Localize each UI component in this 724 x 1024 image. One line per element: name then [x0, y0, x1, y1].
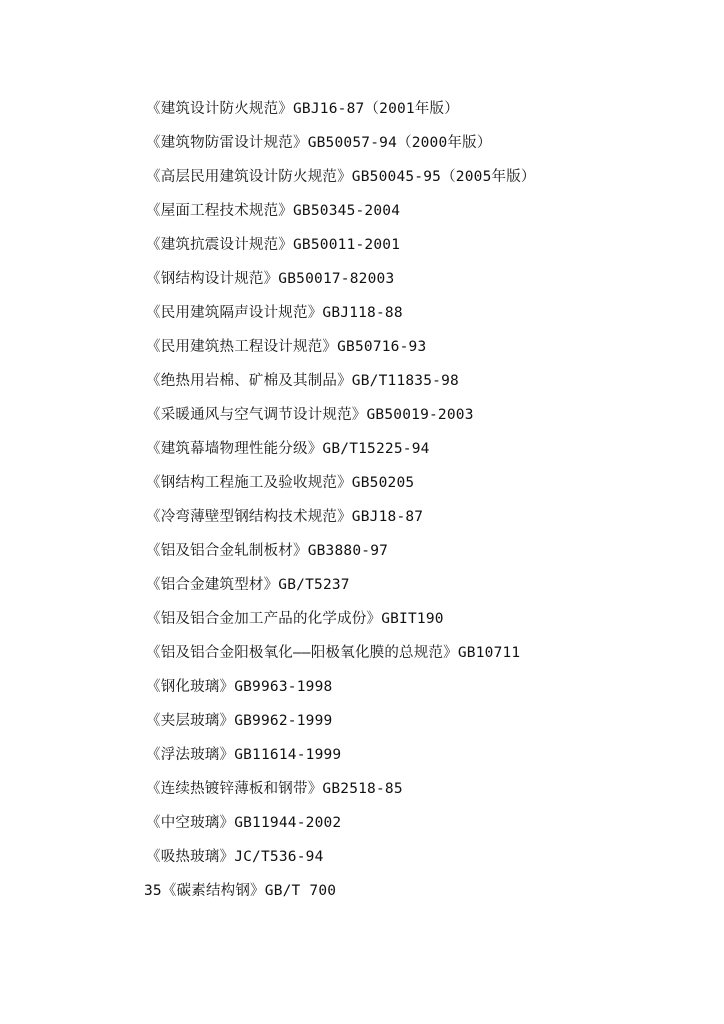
standard-line: 《采暖通风与空气调节设计规范》GB50019-2003 [146, 407, 474, 423]
standard-line: 《建筑抗震设计规范》GB50011-2001 [146, 237, 401, 253]
standard-line: 《民用建筑热工程设计规范》GB50716-93 [146, 339, 427, 355]
standard-line: 《冷弯薄壁型钢结构技术规范》GBJ18-87 [146, 509, 424, 525]
standard-line: 《屋面工程技术规范》GB50345-2004 [146, 203, 401, 219]
standard-line: 《钢化玻璃》GB9963-1998 [146, 679, 333, 695]
standard-line: 《铝及铝合金阳极氧化——阳极氧化膜的总规范》GB10711 [146, 645, 521, 661]
standard-line: 《建筑幕墙物理性能分级》GB/T15225-94 [146, 441, 430, 457]
standard-line: 《钢结构工程施工及验收规范》GB50205 [146, 475, 415, 491]
standard-line: 《民用建筑隔声设计规范》GBJ118-88 [146, 305, 403, 321]
standard-line: 《高层民用建筑设计防火规范》GB50045-95（2005年版） [146, 169, 536, 185]
standard-line: 《浮法玻璃》GB11614-1999 [146, 747, 342, 763]
standard-line: 《吸热玻璃》JC/T536-94 [146, 849, 324, 865]
standard-line: 《夹层玻璃》GB9962-1999 [146, 713, 333, 729]
standard-line: 《铝及铝合金加工产品的化学成份》GBIT190 [146, 611, 444, 627]
standard-line: 《铝及铝合金轧制板材》GB3880-97 [146, 543, 389, 559]
standard-line: 《绝热用岩棉、矿棉及其制品》GB/T11835-98 [146, 373, 459, 389]
standard-line: 《中空玻璃》GB11944-2002 [146, 815, 342, 831]
standard-line: 《建筑设计防火规范》GBJ16-87（2001年版） [146, 101, 459, 117]
standard-line: 《建筑物防雷设计规范》GB50057-94（2000年版） [146, 135, 492, 151]
standard-line: 《连续热镀锌薄板和钢带》GB2518-85 [146, 781, 403, 797]
standard-line: 《钢结构设计规范》GB50017-82003 [146, 271, 395, 287]
standard-line: 《铝合金建筑型材》GB/T5237 [146, 577, 350, 593]
standard-line: 35《碳素结构钢》GB/T 700 [144, 883, 337, 899]
standards-list [146, 96, 706, 912]
